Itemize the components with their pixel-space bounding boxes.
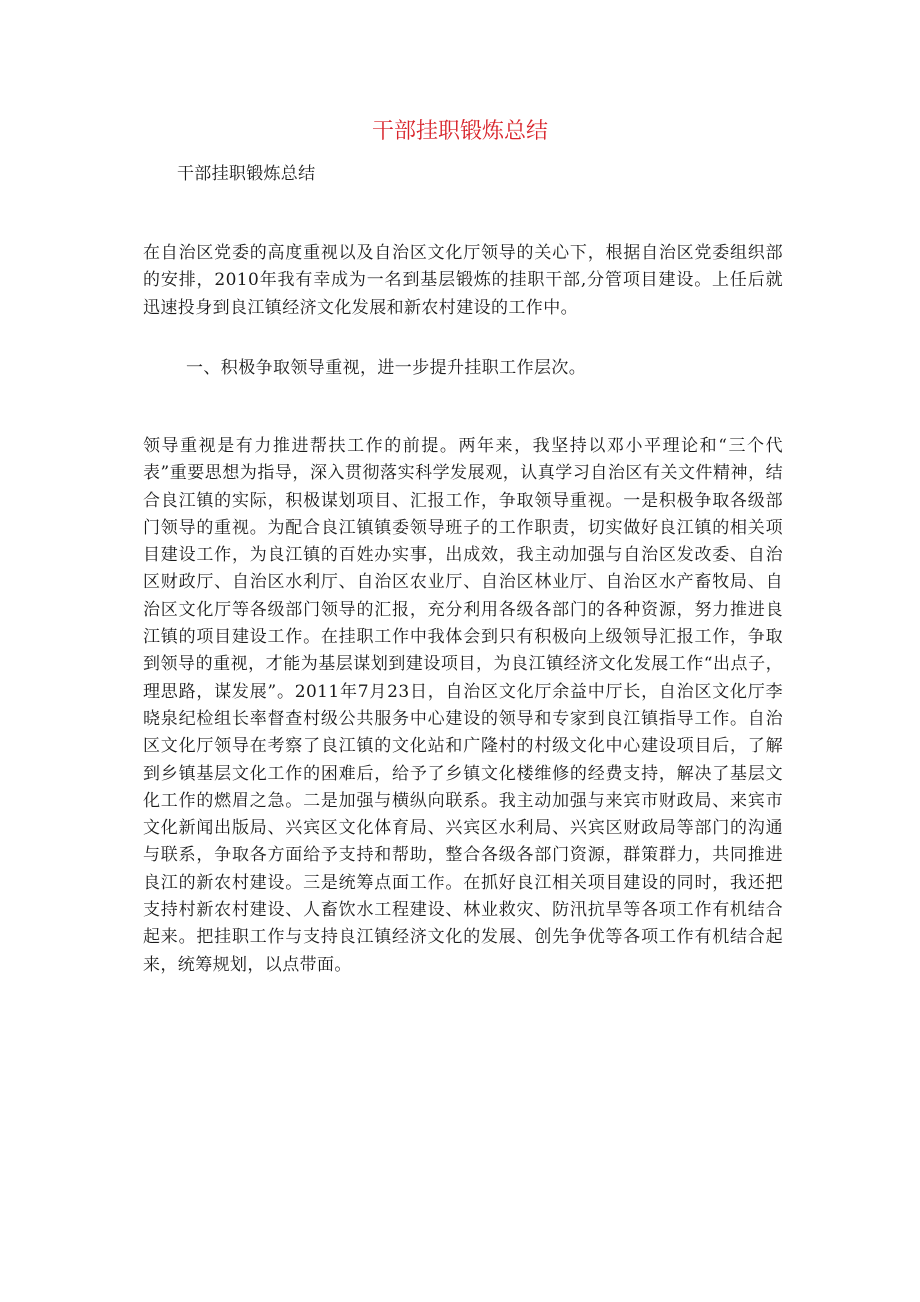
intro-paragraph: 在自治区党委的高度重视以及自治区文化厅领导的关心下，根据自治区党委组织部的安排，2010年我有幸成为一名到基层锻炼的挂职干部,分管项目建设。上任后就迅速投身到良江镇经济文化发展和新农村建设的工作中。 bbox=[143, 243, 783, 318]
body-paragraph: 领导重视是有力推进帮扶工作的前提。两年来，我坚持以邓小平理论和“三个代表”重要思想为指导，深入贯彻落实科学发展观，认真学习自治区有关文件精神，结合良江镇的实际，积极谋划项目、汇报工作，争取领导重视。一是积极争取各级部门领导的重视。为配合良江镇镇委领导班子的工作职责，切实做好良江镇的相关项目建设工作，为良江镇的百姓办实事，出成效，我主动加强与自治区发改委、自治区财政厅、自治区水利厅、自治区农业厅、自治区林业厅、自治区水产畜牧局、自治区文化厅等各级部门领导的汇报，充分利用各级各部门的各种资源，努力推进良江镇的项目建设工作。在挂职工作中我体会到只有积极向上级领导汇报工作，争取到领导的重视，才能为基层谋划到建设项目，为良江镇经济文化发展工作“出点子，理思路，谋发展”。2011年7月23日，自治区文化厅余益中厅长，自治区文化厅李晓泉纪检组长率督查村级公共服务中心建设的领导和专家到良江镇指导工作。自治区文化厅领导在考察了良江镇的文化站和广隆村的村级文化中心建设项目后，了解到乡镇基层文化工作的困难后，给予了乡镇文化楼维修的经费支持，解决了基层文化工作的燃眉之急。二是加强与横纵向联系。我主动加强与来宾市财政局、来宾市文化新闻出版局、兴宾区文化体育局、兴宾区水利局、兴宾区财政局等部门的沟通与联系，争取各方面给予支持和帮助，整合各级各部门资源，群策群力，共同推进良江的新农村建设。三是统筹点面工作。在抓好良江相关项目建设的同时，我还把支持村新农村建设、人畜饮水工程建设、林业救灾、防汛抗旱等各项工作有机结合起来。把挂职工作与支持良江镇经济文化的发展、创先争优等各项工作有机结合起来，统筹规划，以点带面。 bbox=[143, 436, 783, 975]
document-subtitle: 干部挂职锻炼总结 bbox=[177, 164, 316, 184]
document-title: 干部挂职锻炼总结 bbox=[371, 119, 548, 144]
section-heading: 一、积极争取领导重视，进一步提升挂职工作层次。 bbox=[186, 358, 587, 378]
